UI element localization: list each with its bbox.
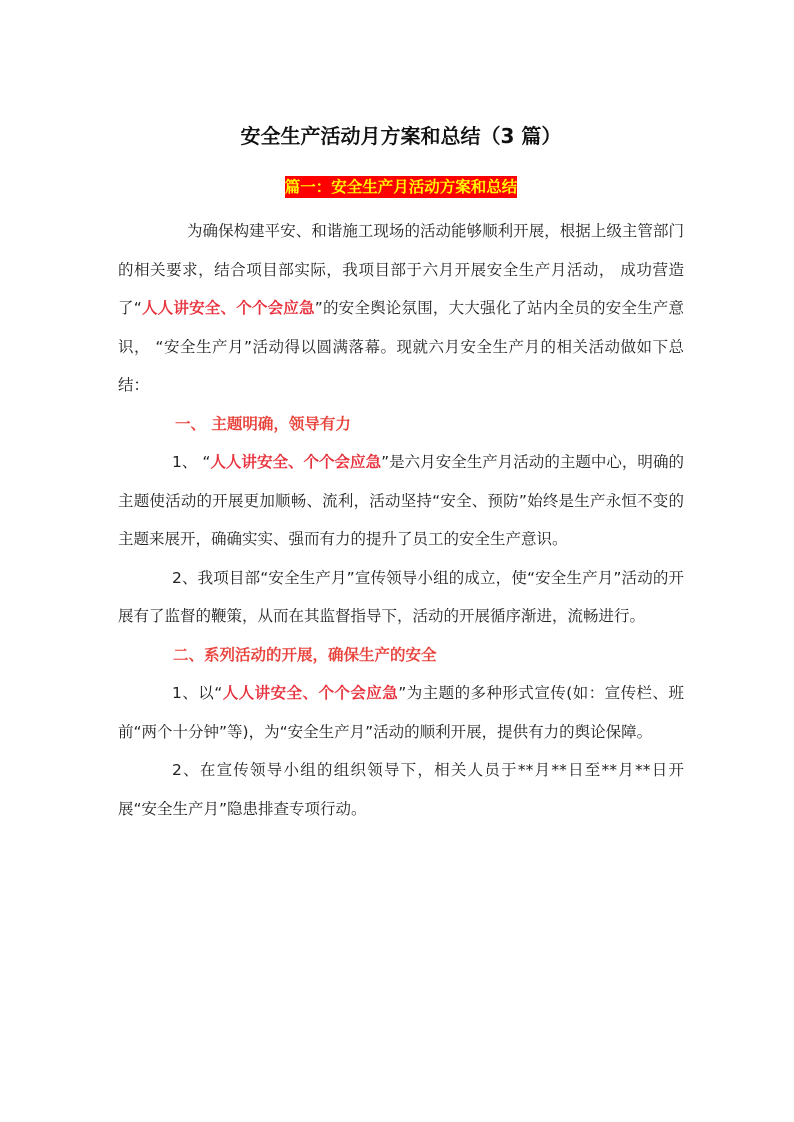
document-body bbox=[118, 212, 684, 828]
part-heading bbox=[118, 175, 684, 197]
section1-item-1 bbox=[118, 443, 684, 559]
text: 为确保构建平安、和谐施工现场的活动能够顺利开展，根据上级主管部门的相关要求，结合项目部实际，我项目部于六月开展安全生产月活动， 成功营造了“ bbox=[118, 222, 684, 317]
text: 1、以“ bbox=[172, 684, 223, 702]
slogan-highlight: 人人讲安全、个个会应急 bbox=[222, 684, 399, 702]
text: ”是六月安全生产月活动的主题中心，明确的主题使活动的开展更加顺畅、流利，活动坚持“安全、预防”始终是生产永恒不变的主题来展开，确确实实、强而有力的提升了员工的安全生产意识。 bbox=[118, 453, 684, 548]
text: ”为主题的多种形式宣传(如：宣传栏、班前“两个十分钟”等)，为“安全生产月”活动的顺利开展，提供有力的舆论保障。 bbox=[118, 684, 684, 741]
text: 1、 “ bbox=[172, 453, 211, 471]
section2-item-2: 2、在宣传领导小组的组织领导下，相关人员于**月**日至**月**日开展“安全生产月”隐患排查专项行动。 bbox=[118, 761, 684, 818]
document-title: 安全生产活动月方案和总结（3 篇） bbox=[240, 124, 562, 148]
section1-item-2: 2、我项目部“安全生产月”宣传领导小组的成立，使“安全生产月”活动的开展有了监督的鞭策，从而在其监督指导下，活动的开展循序渐进，流畅进行。 bbox=[118, 568, 684, 625]
part-heading-text: 篇一：安全生产月活动方案和总结 bbox=[284, 178, 518, 196]
section2-item-1 bbox=[118, 674, 684, 751]
section-heading-1: 一、 主题明确，领导有力 bbox=[175, 414, 351, 433]
section-heading-2: 二、系列活动的开展，确保生产的安全 bbox=[173, 645, 437, 664]
slogan-highlight: 人人讲安全、个个会应急 bbox=[141, 299, 315, 317]
text: ”的安全舆论氛围，大大强化了站内全员的安全生产意识， “安全生产月”活动得以圆满落幕。现就六月安全生产月的相关活动做如下总结： bbox=[118, 299, 684, 394]
slogan-highlight: 人人讲安全、个个会应急 bbox=[210, 453, 382, 471]
intro-paragraph bbox=[118, 212, 684, 405]
